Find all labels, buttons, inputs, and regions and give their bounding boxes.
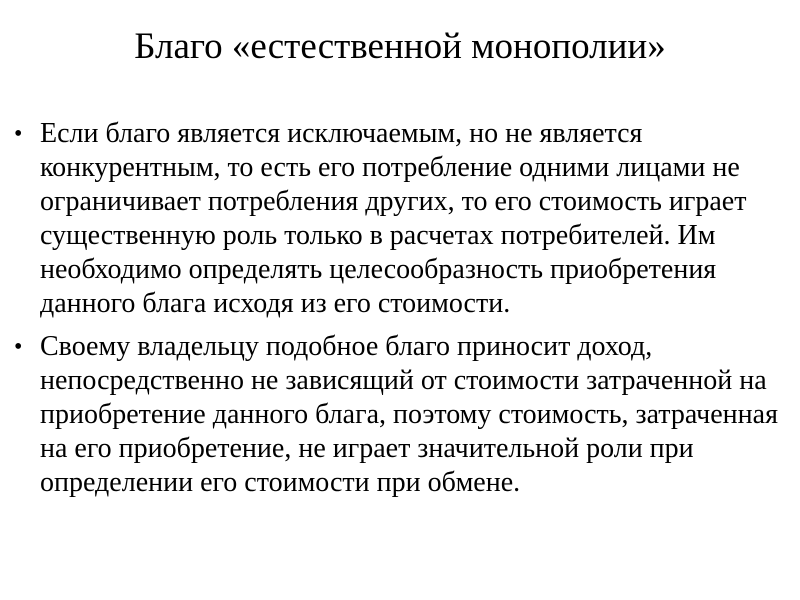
slide-title: Благо «естественной монополии»: [134, 26, 666, 67]
bullet-item-2: [14, 330, 782, 500]
bullet-list: [14, 117, 782, 509]
bullet-marker: •: [14, 121, 23, 147]
bullet-text: Своему владельцу подобное благо приносит доход, непосредственно не зависящий от стоимости затраченной на приобретение данного блага, поэтому стоимость, затраченная на его приобретение, не играет значительной роли при определении его стоимости при обмене.: [40, 331, 778, 498]
bullet-marker: •: [14, 334, 23, 360]
bullet-text: Если благо является исключаемым, но не является конкурентным, то есть его потребление одними лицами не ограничивает потребления других, то его стоимость играет существенную роль только в расчетах потребителей. Им необходимо определять целесообразность приобретения данного блага исходя из его стоимости.: [40, 118, 747, 319]
bullet-item-1: [14, 117, 782, 321]
